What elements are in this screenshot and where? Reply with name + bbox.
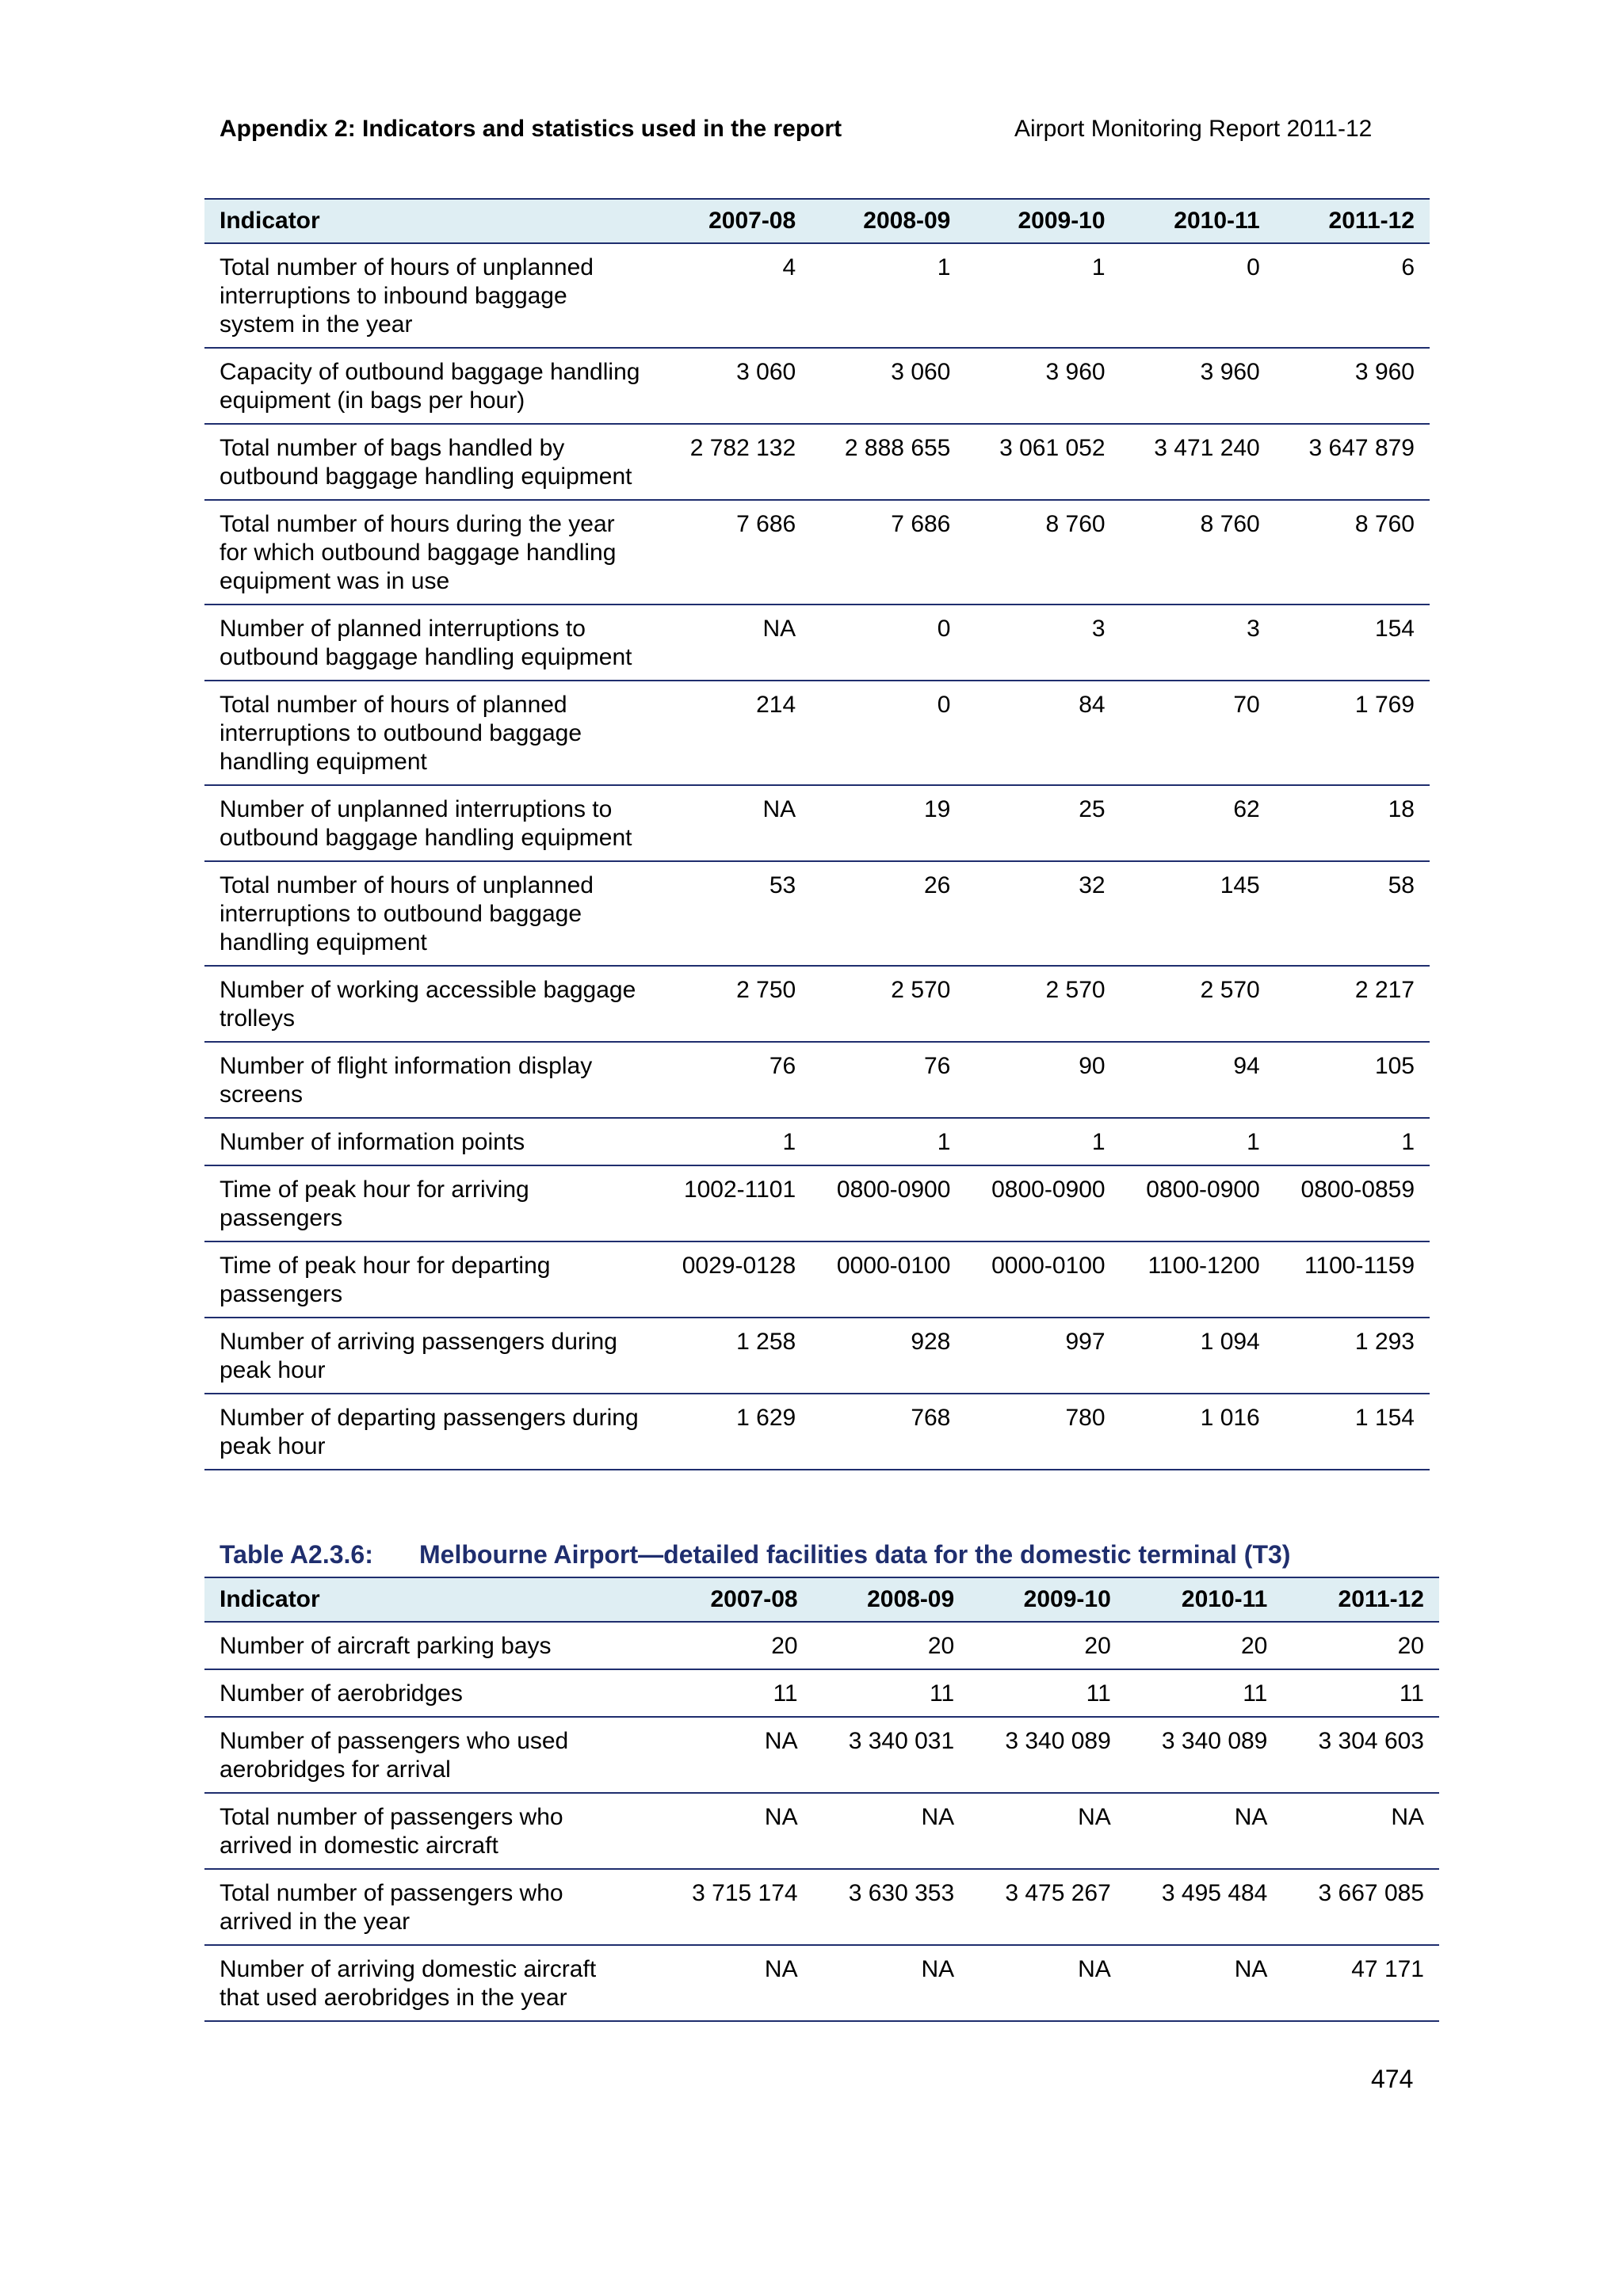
value-cell: 0800-0900 — [1121, 1165, 1275, 1241]
column-header-year: 2008-09 — [813, 1577, 970, 1622]
value-cell: 1 094 — [1121, 1318, 1275, 1394]
value-cell: 1002-1101 — [656, 1165, 811, 1241]
table-header-row — [204, 199, 1430, 243]
value-cell: 26 — [811, 861, 965, 966]
value-cell: 214 — [656, 681, 811, 785]
column-header-year: 2010-11 — [1126, 1577, 1283, 1622]
value-cell: 2 782 132 — [656, 424, 811, 500]
indicator-cell: Number of arriving passengers during peak hour — [204, 1318, 656, 1394]
value-cell: 1 — [965, 243, 1120, 348]
column-header-indicator: Indicator — [204, 1577, 656, 1622]
indicator-cell: Time of peak hour for arriving passengers — [204, 1165, 656, 1241]
table-row — [204, 1318, 1430, 1394]
value-cell: NA — [656, 605, 811, 681]
value-cell: NA — [1282, 1793, 1439, 1869]
value-cell: 3 — [965, 605, 1120, 681]
value-cell: 1 258 — [656, 1318, 811, 1394]
table-row — [204, 861, 1430, 966]
value-cell: 3 960 — [1121, 348, 1275, 424]
table-row — [204, 1869, 1439, 1945]
value-cell: 20 — [969, 1622, 1126, 1669]
table-caption-label: Table A2.3.6: — [220, 1540, 373, 1569]
value-cell: 0800-0900 — [811, 1165, 965, 1241]
indicator-cell: Total number of passengers who arrived in the year — [204, 1869, 656, 1945]
value-cell: 154 — [1275, 605, 1430, 681]
value-cell: 20 — [1126, 1622, 1283, 1669]
value-cell: NA — [656, 1793, 813, 1869]
table-row — [204, 1793, 1439, 1869]
value-cell: 70 — [1121, 681, 1275, 785]
indicator-cell: Number of aerobridges — [204, 1669, 656, 1717]
value-cell: 145 — [1121, 861, 1275, 966]
table-row — [204, 1669, 1439, 1717]
value-cell: NA — [813, 1945, 970, 2021]
value-cell: 8 760 — [1121, 500, 1275, 605]
table-row — [204, 1717, 1439, 1793]
value-cell: NA — [813, 1793, 970, 1869]
indicator-cell: Number of planned interruptions to outbound baggage handling equipment — [204, 605, 656, 681]
value-cell: 105 — [1275, 1042, 1430, 1118]
table-row — [204, 424, 1430, 500]
value-cell: 3 060 — [656, 348, 811, 424]
value-cell: 1100-1200 — [1121, 1241, 1275, 1318]
value-cell: 1 016 — [1121, 1394, 1275, 1470]
indicator-cell: Total number of bags handled by outbound baggage handling equipment — [204, 424, 656, 500]
value-cell: 3 061 052 — [965, 424, 1120, 500]
column-header-year: 2010-11 — [1121, 199, 1275, 243]
value-cell: 0029-0128 — [656, 1241, 811, 1318]
value-cell: 1 — [656, 1118, 811, 1165]
value-cell: 19 — [811, 785, 965, 861]
indicator-cell: Number of information points — [204, 1118, 656, 1165]
value-cell: 90 — [965, 1042, 1120, 1118]
table-row — [204, 1945, 1439, 2021]
running-header-section: Appendix 2: Indicators and statistics used in the report — [220, 116, 842, 142]
value-cell: 3 340 089 — [1126, 1717, 1283, 1793]
indicator-cell: Total number of hours during the year for which outbound baggage handling equipment was in use — [204, 500, 656, 605]
value-cell: NA — [969, 1793, 1126, 1869]
value-cell: 11 — [1126, 1669, 1283, 1717]
column-header-year: 2007-08 — [656, 1577, 813, 1622]
value-cell: 997 — [965, 1318, 1120, 1394]
table-header-row — [204, 1577, 1439, 1622]
value-cell: 3 960 — [965, 348, 1120, 424]
value-cell: 53 — [656, 861, 811, 966]
table-row — [204, 966, 1430, 1042]
value-cell: 4 — [656, 243, 811, 348]
table-caption-title: Melbourne Airport—detailed facilities data for the domestic terminal (T3) — [419, 1540, 1291, 1569]
value-cell: 3 647 879 — [1275, 424, 1430, 500]
value-cell: 3 495 484 — [1126, 1869, 1283, 1945]
indicator-cell: Number of passengers who used aerobridges for arrival — [204, 1717, 656, 1793]
value-cell: 0 — [811, 605, 965, 681]
value-cell: 0000-0100 — [965, 1241, 1120, 1318]
value-cell: 1 — [811, 1118, 965, 1165]
value-cell: 0 — [811, 681, 965, 785]
value-cell: 25 — [965, 785, 1120, 861]
value-cell: 32 — [965, 861, 1120, 966]
value-cell: 3 667 085 — [1282, 1869, 1439, 1945]
value-cell: 20 — [813, 1622, 970, 1669]
indicator-cell: Capacity of outbound baggage handling equipment (in bags per hour) — [204, 348, 656, 424]
value-cell: 76 — [656, 1042, 811, 1118]
table-row — [204, 1394, 1430, 1470]
page-number: 474 — [1371, 2065, 1414, 2093]
table-caption — [220, 1540, 1290, 1569]
value-cell: NA — [969, 1945, 1126, 2021]
value-cell: 3 960 — [1275, 348, 1430, 424]
indicator-cell: Number of working accessible baggage trolleys — [204, 966, 656, 1042]
value-cell: 0000-0100 — [811, 1241, 965, 1318]
value-cell: 18 — [1275, 785, 1430, 861]
table-row — [204, 243, 1430, 348]
value-cell: 2 888 655 — [811, 424, 965, 500]
value-cell: 3 340 089 — [969, 1717, 1126, 1793]
value-cell: 3 630 353 — [813, 1869, 970, 1945]
value-cell: 7 686 — [811, 500, 965, 605]
value-cell: 3 471 240 — [1121, 424, 1275, 500]
indicator-cell: Number of arriving domestic aircraft that used aerobridges in the year — [204, 1945, 656, 2021]
value-cell: 6 — [1275, 243, 1430, 348]
value-cell: 0800-0859 — [1275, 1165, 1430, 1241]
value-cell: 7 686 — [656, 500, 811, 605]
table-row — [204, 1241, 1430, 1318]
value-cell: 1 — [811, 243, 965, 348]
value-cell: 62 — [1121, 785, 1275, 861]
value-cell: 3 715 174 — [656, 1869, 813, 1945]
column-header-year: 2008-09 — [811, 199, 965, 243]
indicator-cell: Number of flight information display screens — [204, 1042, 656, 1118]
indicator-cell: Number of unplanned interruptions to outbound baggage handling equipment — [204, 785, 656, 861]
indicator-cell: Total number of hours of unplanned interruptions to outbound baggage handling equipment — [204, 861, 656, 966]
value-cell: 1 — [1275, 1118, 1430, 1165]
value-cell: 94 — [1121, 1042, 1275, 1118]
value-cell: 1 — [1121, 1118, 1275, 1165]
indicator-cell: Total number of passengers who arrived in domestic aircraft — [204, 1793, 656, 1869]
value-cell: 1 — [965, 1118, 1120, 1165]
table-row — [204, 785, 1430, 861]
value-cell: NA — [656, 1717, 813, 1793]
table-row — [204, 1042, 1430, 1118]
value-cell: 1 629 — [656, 1394, 811, 1470]
value-cell: 0 — [1121, 243, 1275, 348]
value-cell: 11 — [656, 1669, 813, 1717]
column-header-year: 2007-08 — [656, 199, 811, 243]
value-cell: 2 217 — [1275, 966, 1430, 1042]
domestic-terminal-facilities-table — [204, 1577, 1439, 2022]
value-cell: NA — [656, 785, 811, 861]
value-cell: 11 — [1282, 1669, 1439, 1717]
value-cell: 3 340 031 — [813, 1717, 970, 1793]
value-cell: 3 060 — [811, 348, 965, 424]
table-row — [204, 681, 1430, 785]
indicator-cell: Total number of hours of unplanned interruptions to inbound baggage system in the year — [204, 243, 656, 348]
value-cell: 11 — [813, 1669, 970, 1717]
value-cell: 2 570 — [1121, 966, 1275, 1042]
column-header-year: 2009-10 — [965, 199, 1120, 243]
value-cell: 2 570 — [965, 966, 1120, 1042]
column-header-indicator: Indicator — [204, 199, 656, 243]
indicator-cell: Number of departing passengers during peak hour — [204, 1394, 656, 1470]
value-cell: 780 — [965, 1394, 1120, 1470]
column-header-year: 2011-12 — [1275, 199, 1430, 243]
indicator-cell: Number of aircraft parking bays — [204, 1622, 656, 1669]
running-header-report-title: Airport Monitoring Report 2011-12 — [1014, 116, 1373, 142]
value-cell: 11 — [969, 1669, 1126, 1717]
value-cell: 3 475 267 — [969, 1869, 1126, 1945]
indicator-cell: Total number of hours of planned interruptions to outbound baggage handling equipment — [204, 681, 656, 785]
value-cell: 768 — [811, 1394, 965, 1470]
value-cell: NA — [656, 1945, 813, 2021]
table-row — [204, 1118, 1430, 1165]
value-cell: 2 750 — [656, 966, 811, 1042]
table-row — [204, 348, 1430, 424]
value-cell: 58 — [1275, 861, 1430, 966]
value-cell: 1 154 — [1275, 1394, 1430, 1470]
baggage-facilities-table — [204, 198, 1430, 1470]
value-cell: 20 — [1282, 1622, 1439, 1669]
value-cell: 20 — [656, 1622, 813, 1669]
value-cell: 3 — [1121, 605, 1275, 681]
table-row — [204, 1622, 1439, 1669]
value-cell: 1 293 — [1275, 1318, 1430, 1394]
value-cell: NA — [1126, 1945, 1283, 2021]
value-cell: 84 — [965, 681, 1120, 785]
table-row — [204, 1165, 1430, 1241]
value-cell: 3 304 603 — [1282, 1717, 1439, 1793]
value-cell: 1100-1159 — [1275, 1241, 1430, 1318]
value-cell: NA — [1126, 1793, 1283, 1869]
value-cell: 928 — [811, 1318, 965, 1394]
value-cell: 8 760 — [1275, 500, 1430, 605]
value-cell: 0800-0900 — [965, 1165, 1120, 1241]
column-header-year: 2011-12 — [1282, 1577, 1439, 1622]
column-header-year: 2009-10 — [969, 1577, 1126, 1622]
table-row — [204, 605, 1430, 681]
value-cell: 1 769 — [1275, 681, 1430, 785]
value-cell: 8 760 — [965, 500, 1120, 605]
value-cell: 47 171 — [1282, 1945, 1439, 2021]
value-cell: 2 570 — [811, 966, 965, 1042]
table-row — [204, 500, 1430, 605]
indicator-cell: Time of peak hour for departing passengers — [204, 1241, 656, 1318]
value-cell: 76 — [811, 1042, 965, 1118]
